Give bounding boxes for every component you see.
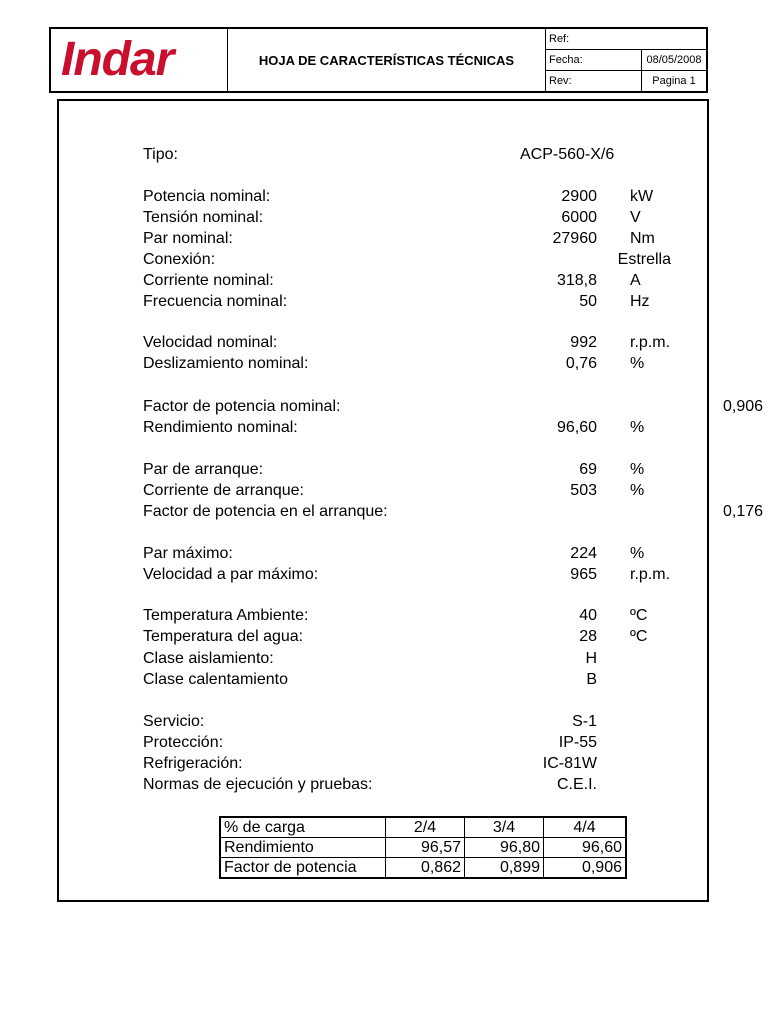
spec-label: Velocidad nominal: <box>143 334 278 351</box>
spec-value: 50 <box>579 293 597 310</box>
table-cell: Rendimiento <box>220 838 386 858</box>
spec-value: 27960 <box>552 230 597 247</box>
table-cell: 0,899 <box>465 858 544 879</box>
table-header-cell: 4/4 <box>544 817 627 838</box>
spec-label: Potencia nominal: <box>143 188 271 205</box>
table-row <box>220 858 626 879</box>
spec-value: 503 <box>570 482 597 499</box>
fecha-value: 08/05/2008 <box>641 50 706 70</box>
spec-value: IP-55 <box>558 734 597 751</box>
spec-label: Frecuencia nominal: <box>143 293 288 310</box>
ref-value <box>641 29 706 49</box>
spec-unit: ºC <box>630 607 648 624</box>
spec-label: Servicio: <box>143 713 205 730</box>
spec-value: 965 <box>570 566 597 583</box>
spec-label: Temperatura Ambiente: <box>143 607 309 624</box>
table-header-cell: 2/4 <box>386 817 465 838</box>
spec-unit: kW <box>630 188 654 205</box>
spec-unit: A <box>630 272 641 289</box>
spec-label: Par máximo: <box>143 545 233 562</box>
spec-label: Par de arranque: <box>143 461 264 478</box>
spec-value: Estrella <box>617 251 671 268</box>
spec-label: Conexión: <box>143 251 216 268</box>
meta-row-fecha <box>546 50 706 71</box>
table-cell: Factor de potencia <box>220 858 386 879</box>
spec-value: B <box>586 671 597 688</box>
table-cell: 96,80 <box>465 838 544 858</box>
spec-unit: % <box>630 419 645 436</box>
spec-label: Temperatura del agua: <box>143 628 304 645</box>
fecha-label: Fecha: <box>549 54 583 66</box>
document-header <box>49 27 708 93</box>
spec-unit: V <box>630 209 641 226</box>
spec-value: 96,60 <box>556 419 597 436</box>
table-header-row <box>220 817 626 838</box>
spec-unit: Nm <box>630 230 655 247</box>
spec-value: 992 <box>570 334 597 351</box>
ref-label: Ref: <box>549 33 570 45</box>
spec-unit: % <box>630 461 645 478</box>
spec-value: 69 <box>579 461 597 478</box>
table-row <box>220 838 626 858</box>
logo-text: Indar <box>61 33 174 86</box>
table-cell: 0,906 <box>544 858 627 879</box>
meta-row-rev <box>546 71 706 91</box>
spec-unit: r.p.m. <box>630 566 671 583</box>
spec-value: 224 <box>570 545 597 562</box>
indar-logo <box>51 29 228 91</box>
spec-unit: r.p.m. <box>630 334 671 351</box>
spec-label: Clase aislamiento: <box>143 650 274 667</box>
load-table <box>219 816 627 879</box>
table-header-cell: 3/4 <box>465 817 544 838</box>
spec-value: 28 <box>579 628 597 645</box>
table-cell: 0,862 <box>386 858 465 879</box>
table-cell: 96,60 <box>544 838 627 858</box>
spec-value: H <box>585 650 597 667</box>
spec-value: C.E.I. <box>556 776 597 793</box>
spec-value: 2900 <box>561 188 597 205</box>
spec-value: 40 <box>579 607 597 624</box>
spec-label: Factor de potencia nominal: <box>143 398 341 415</box>
spec-label: Tensión nominal: <box>143 209 264 226</box>
document-title: HOJA DE CARACTERÍSTICAS TÉCNICAS <box>228 29 546 91</box>
spec-unit: % <box>630 545 645 562</box>
spec-label: Velocidad a par máximo: <box>143 566 319 583</box>
spec-unit: % <box>630 482 645 499</box>
spec-unit: ºC <box>630 628 648 645</box>
spec-label: Corriente de arranque: <box>143 482 304 499</box>
spec-value: S-1 <box>572 713 597 730</box>
spec-unit: % <box>630 355 645 372</box>
spec-label: Par nominal: <box>143 230 233 247</box>
rev-value: Pagina 1 <box>641 71 706 91</box>
spec-label: Corriente nominal: <box>143 272 274 289</box>
spec-value: 0,176 <box>723 503 764 520</box>
spec-label: Protección: <box>143 734 224 751</box>
spec-label: Rendimiento nominal: <box>143 419 298 436</box>
spec-value: IC-81W <box>542 755 597 772</box>
spec-label: Clase calentamiento <box>143 671 288 688</box>
spec-label: Tipo: <box>143 146 178 163</box>
rev-label: Rev: <box>549 75 572 87</box>
spec-label: Refrigeración: <box>143 755 243 772</box>
spec-value: ACP-560-X/6 <box>520 146 615 163</box>
spec-label: Normas de ejecución y pruebas: <box>143 776 373 793</box>
spec-value: 6000 <box>561 209 597 226</box>
spec-value: 0,906 <box>723 398 764 415</box>
table-header-cell: % de carga <box>220 817 386 838</box>
spec-unit: Hz <box>630 293 650 310</box>
meta-row-ref <box>546 29 706 50</box>
document-meta <box>546 29 706 91</box>
spec-value: 0,76 <box>565 355 597 372</box>
spec-value: 318,8 <box>556 272 597 289</box>
spec-label: Factor de potencia en el arranque: <box>143 503 388 520</box>
spec-label: Deslizamiento nominal: <box>143 355 309 372</box>
table-cell: 96,57 <box>386 838 465 858</box>
